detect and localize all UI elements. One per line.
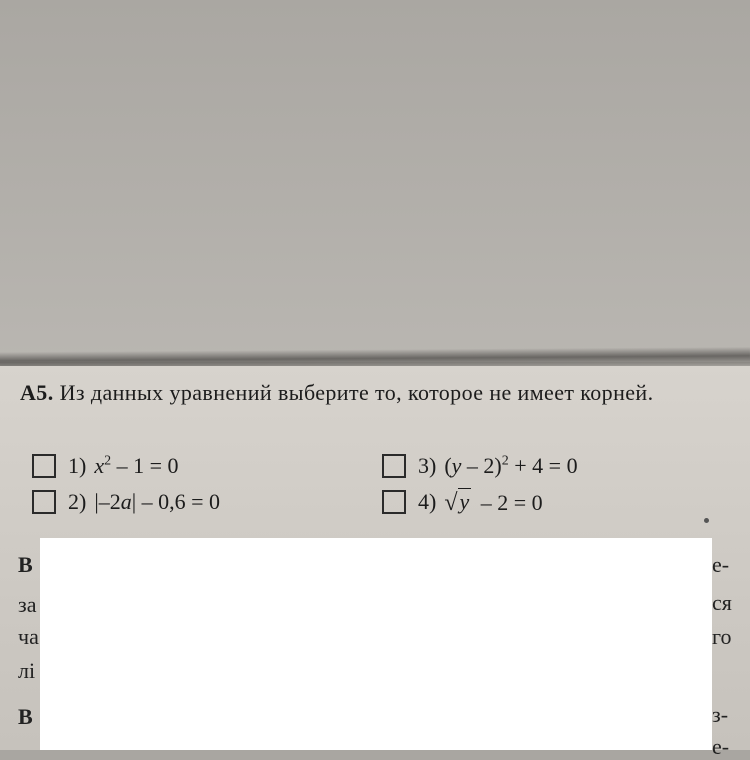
margin-left-5: В xyxy=(18,704,33,729)
radical-sign-icon: √ xyxy=(444,490,458,516)
option-3-equation: (y – 2)$^2$ + 4 = 0 xyxy=(444,453,578,478)
question-body: Из данных уравнений выберите то, которое не имеет корней. xyxy=(59,380,654,405)
option-4-equation-tail: – 2 = 0 xyxy=(475,490,543,515)
margin-right-2: ся xyxy=(712,590,732,615)
option-2[interactable] xyxy=(32,486,220,518)
option-4-checkbox[interactable] xyxy=(382,490,406,514)
question-text xyxy=(20,378,735,408)
margin-left-3: ча xyxy=(18,624,39,649)
option-2-number: 2) xyxy=(68,489,87,514)
option-1-equation: $x^2 - 1 = 0$ xyxy=(94,453,179,478)
margin-left-1: В xyxy=(18,552,33,577)
option-1-checkbox[interactable] xyxy=(32,454,56,478)
ink-dot xyxy=(704,518,709,523)
option-3-checkbox[interactable] xyxy=(382,454,406,478)
margin-right-1: е- xyxy=(712,552,730,577)
option-2-checkbox[interactable] xyxy=(32,490,56,514)
margin-left-4: лі xyxy=(18,658,36,683)
square-root-symbol xyxy=(444,488,471,515)
option-1-number: 1) xyxy=(68,453,87,478)
problem-a5 xyxy=(20,378,735,516)
option-4[interactable] xyxy=(382,486,543,518)
blank-paper-cover xyxy=(40,538,712,750)
previous-page-area xyxy=(0,0,750,362)
answer-options xyxy=(20,450,735,520)
radicand: y xyxy=(459,489,470,514)
option-2-equation: |–2a| – 0,6 = 0 xyxy=(94,489,221,514)
problem-number: A5. xyxy=(20,380,54,405)
margin-right-4: з- xyxy=(712,702,729,727)
option-3[interactable] xyxy=(382,450,578,482)
option-4-number: 4) xyxy=(418,489,437,514)
option-3-number: 3) xyxy=(418,453,437,478)
option-4-equation xyxy=(444,488,542,516)
margin-right-5: е- xyxy=(712,734,730,759)
margin-left-2: за xyxy=(18,592,37,617)
margin-right-3: го xyxy=(712,624,732,649)
option-1[interactable] xyxy=(32,450,179,482)
